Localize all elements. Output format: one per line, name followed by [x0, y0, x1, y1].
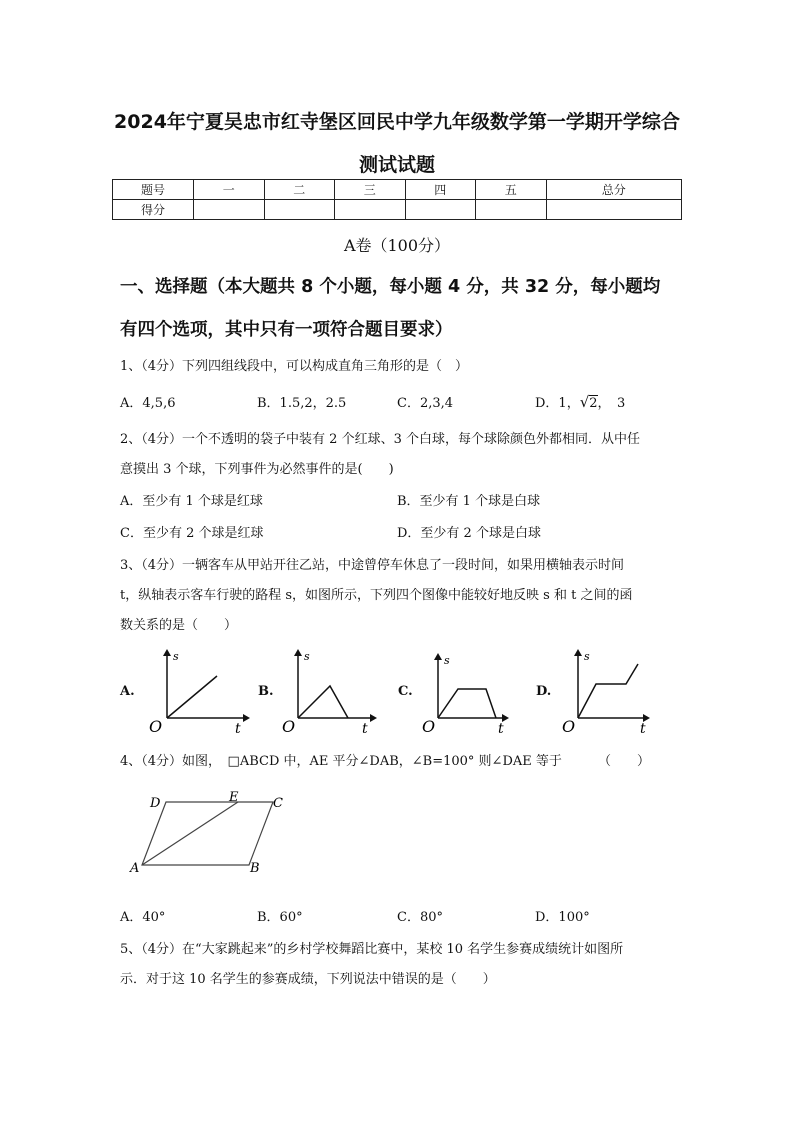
q3-stem-line1: 3、（4分）一辆客车从甲站开往乙站，中途曾停车休息了一段时间，如果用横轴表示时间 — [120, 558, 625, 573]
q2-option-c: C．至少有 2 个球是红球 — [120, 526, 264, 541]
q1-option-b: B．1.5,2，2.5 — [257, 396, 347, 411]
score-cell[interactable] — [194, 200, 265, 220]
q3-option-b-label: B. — [258, 684, 274, 699]
q3-option-d-label: D. — [536, 684, 552, 699]
score-cell[interactable] — [264, 200, 335, 220]
score-table-header: 一 — [194, 180, 265, 200]
q4-option-b: B．60° — [257, 910, 303, 925]
axis-t-label: t — [362, 721, 368, 737]
q4-stem: 4、（4分）如图， □ABCD 中，AE 平分∠DAB，∠B=100° 则∠DAE 等于 — [120, 754, 562, 769]
axis-s-label: s — [173, 650, 179, 663]
axis-t-label: t — [498, 721, 504, 737]
score-cell[interactable] — [405, 200, 476, 220]
part1-heading-line1: 一、选择题（本大题共 8 个小题，每小题 4 分，共 32 分，每小题均 — [120, 277, 661, 297]
q2-stem-line2: 意摸出 3 个球，下列事件为必然事件的是( ) — [120, 462, 394, 477]
origin-label: O — [282, 717, 296, 736]
q3-graph-b — [280, 648, 380, 736]
vertex-label-c: C — [273, 796, 283, 811]
q2-stem-line1: 2、（4分）一个不透明的袋子中装有 2 个红球、3 个白球，每个球除颜色外都相同．从中任 — [120, 432, 640, 447]
origin-label: O — [149, 717, 163, 736]
q3-stem-line2: t，纵轴表示客车行驶的路程 s，如图所示，下列四个图像中能较好地反映 s 和 t 之间的函 — [120, 588, 633, 603]
score-table-header-row — [113, 180, 682, 200]
q4-option-c: C．80° — [397, 910, 443, 925]
score-table — [112, 179, 682, 220]
q1-option-d — [535, 392, 625, 411]
score-table-header: 题号 — [113, 180, 194, 200]
vertex-label-a: A — [130, 861, 140, 876]
axis-s-label: s — [584, 650, 590, 663]
score-table-score-row — [113, 200, 682, 220]
part1-heading-line2: 有四个选项，其中只有一项符合题目要求） — [120, 320, 453, 340]
q5-stem-line1: 5、（4分）在“大家跳起来”的乡村学校舞蹈比赛中，某校 10 名学生参赛成绩统计如图所 — [120, 942, 624, 957]
q3-graph-c — [420, 648, 520, 736]
score-cell[interactable] — [335, 200, 406, 220]
q2-option-b: B．至少有 1 个球是白球 — [397, 494, 541, 509]
score-table-header: 五 — [476, 180, 547, 200]
axis-t-label: t — [640, 721, 646, 737]
exam-title-line1: 2024年宁夏吴忠市红寺堡区回民中学九年级数学第一学期开学综合 — [114, 111, 680, 133]
q4-parallelogram-figure — [128, 788, 298, 880]
origin-label: O — [562, 717, 576, 736]
q3-graph-d — [560, 648, 660, 736]
q1-option-a: A．4,5,6 — [120, 396, 176, 411]
q1-option-c: C．2,3,4 — [397, 396, 454, 411]
origin-label: O — [422, 717, 436, 736]
q3-option-a-label: A. — [120, 684, 135, 699]
sqrt-symbol: √ — [579, 393, 590, 411]
q3-stem-line3: 数关系的是（ ） — [120, 618, 238, 633]
axis-s-label: s — [444, 654, 450, 667]
q1-option-d-prefix: D．1， — [535, 396, 580, 411]
section-a-heading: A卷（100分） — [343, 236, 451, 255]
q2-option-a: A．至少有 1 个球是红球 — [120, 494, 263, 509]
score-cell[interactable] — [476, 200, 547, 220]
axis-t-label: t — [235, 721, 241, 737]
q4-option-d: D．100° — [535, 910, 590, 925]
q3-graph-a — [145, 648, 250, 736]
q5-stem-line2: 示．对于这 10 名学生的参赛成绩，下列说法中错误的是（ ） — [120, 972, 496, 987]
q4-answer-paren: （ ） — [598, 754, 651, 769]
score-table-header: 二 — [264, 180, 335, 200]
q3-option-c-label: C. — [398, 684, 413, 699]
vertex-label-e: E — [229, 790, 239, 805]
score-table-header: 总分 — [546, 180, 682, 200]
score-table-header: 四 — [405, 180, 476, 200]
q2-option-d: D．至少有 2 个球是白球 — [397, 526, 541, 541]
exam-title-line2: 测试试题 — [358, 154, 435, 176]
score-cell[interactable] — [546, 200, 682, 220]
axis-s-label: s — [304, 650, 310, 663]
vertex-label-d: D — [150, 796, 161, 811]
score-table-header: 三 — [335, 180, 406, 200]
q4-option-a: A．40° — [120, 910, 166, 925]
q1-option-d-radicand: 2 — [589, 396, 598, 411]
q1-stem: 1、（4分）下列四组线段中，可以构成直角三角形的是（ ） — [120, 359, 469, 374]
q1-option-d-suffix: ， 3 — [597, 396, 626, 411]
vertex-label-b: B — [250, 861, 260, 876]
score-row-label: 得分 — [113, 200, 194, 220]
